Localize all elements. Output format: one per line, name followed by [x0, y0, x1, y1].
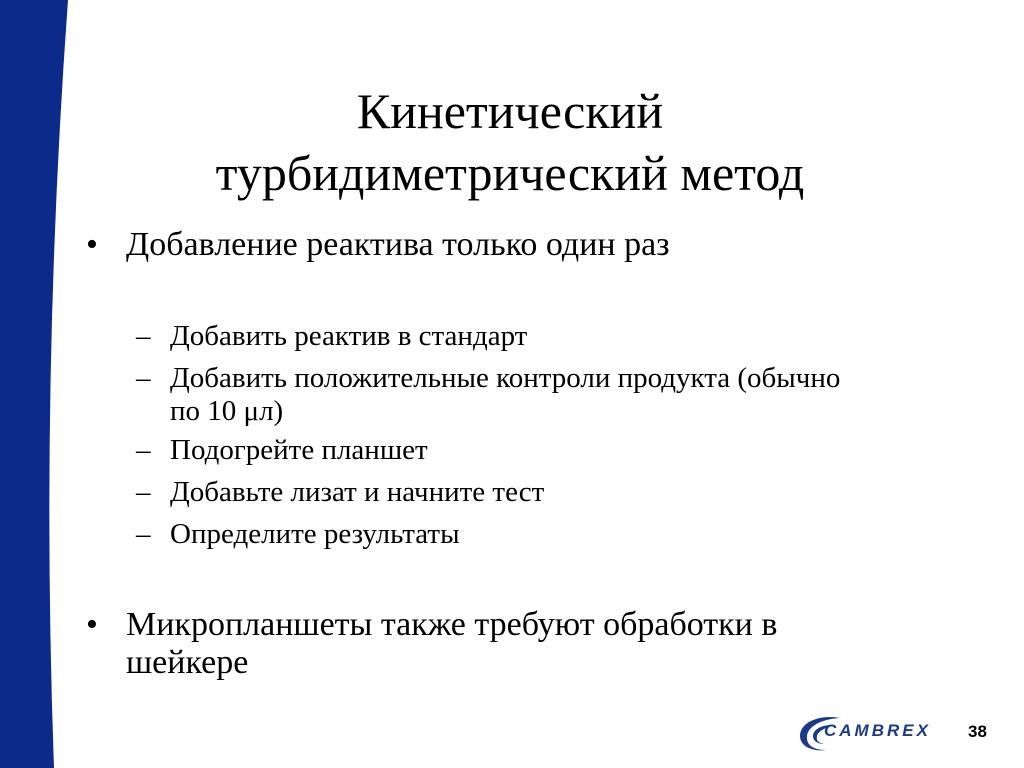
sub-bullet-text: Подогрейте планшет: [170, 434, 428, 466]
bullet-text: Добавление реактива только один раз: [126, 226, 670, 263]
bullet-text-line-1: Микропланшеты также требуют обработки в: [126, 606, 778, 643]
sub-bullet-text: Определите результаты: [170, 518, 460, 550]
sub-bullet-marker: –: [136, 476, 151, 508]
bullet-marker: •: [86, 226, 98, 263]
side-band-shape: [0, 0, 68, 768]
sub-bullet-text: Добавить реактив в стандарт: [170, 320, 528, 352]
slide-title: [110, 80, 910, 204]
sub-bullet-item: [136, 434, 976, 468]
sub-bullet-text-line-2: по 10 μл): [170, 395, 284, 427]
side-band-decoration: [0, 0, 80, 768]
sub-bullet-text-line-1: Добавить положительные контроли продукта (обычно: [170, 362, 841, 394]
sub-bullet-item: [136, 362, 976, 432]
sub-bullet-text: [170, 362, 840, 428]
slide-title-line-1: Кинетический: [356, 83, 664, 139]
cambrex-logo-text: CAMBREX: [824, 721, 931, 740]
bullet-text: [126, 606, 777, 682]
bullet-marker: •: [86, 606, 98, 643]
sub-bullet-marker: –: [136, 518, 151, 550]
sub-bullet-marker: –: [136, 362, 151, 394]
sub-bullet-item: [136, 476, 976, 510]
slide-title-line-2: турбидиметрический метод: [215, 145, 805, 201]
sub-bullet-marker: –: [136, 434, 151, 466]
bullet-item: [86, 606, 906, 686]
sub-bullet-text: Добавьте лизат и начните тест: [170, 476, 545, 508]
bullet-item: [86, 226, 886, 266]
sub-bullet-item: [136, 320, 976, 354]
cambrex-logo: [796, 712, 946, 754]
page-number: 38: [968, 722, 987, 741]
bullet-text-line-2: шейкере: [126, 644, 249, 681]
sub-bullet-item: [136, 518, 976, 552]
sub-bullet-marker: –: [136, 320, 151, 352]
